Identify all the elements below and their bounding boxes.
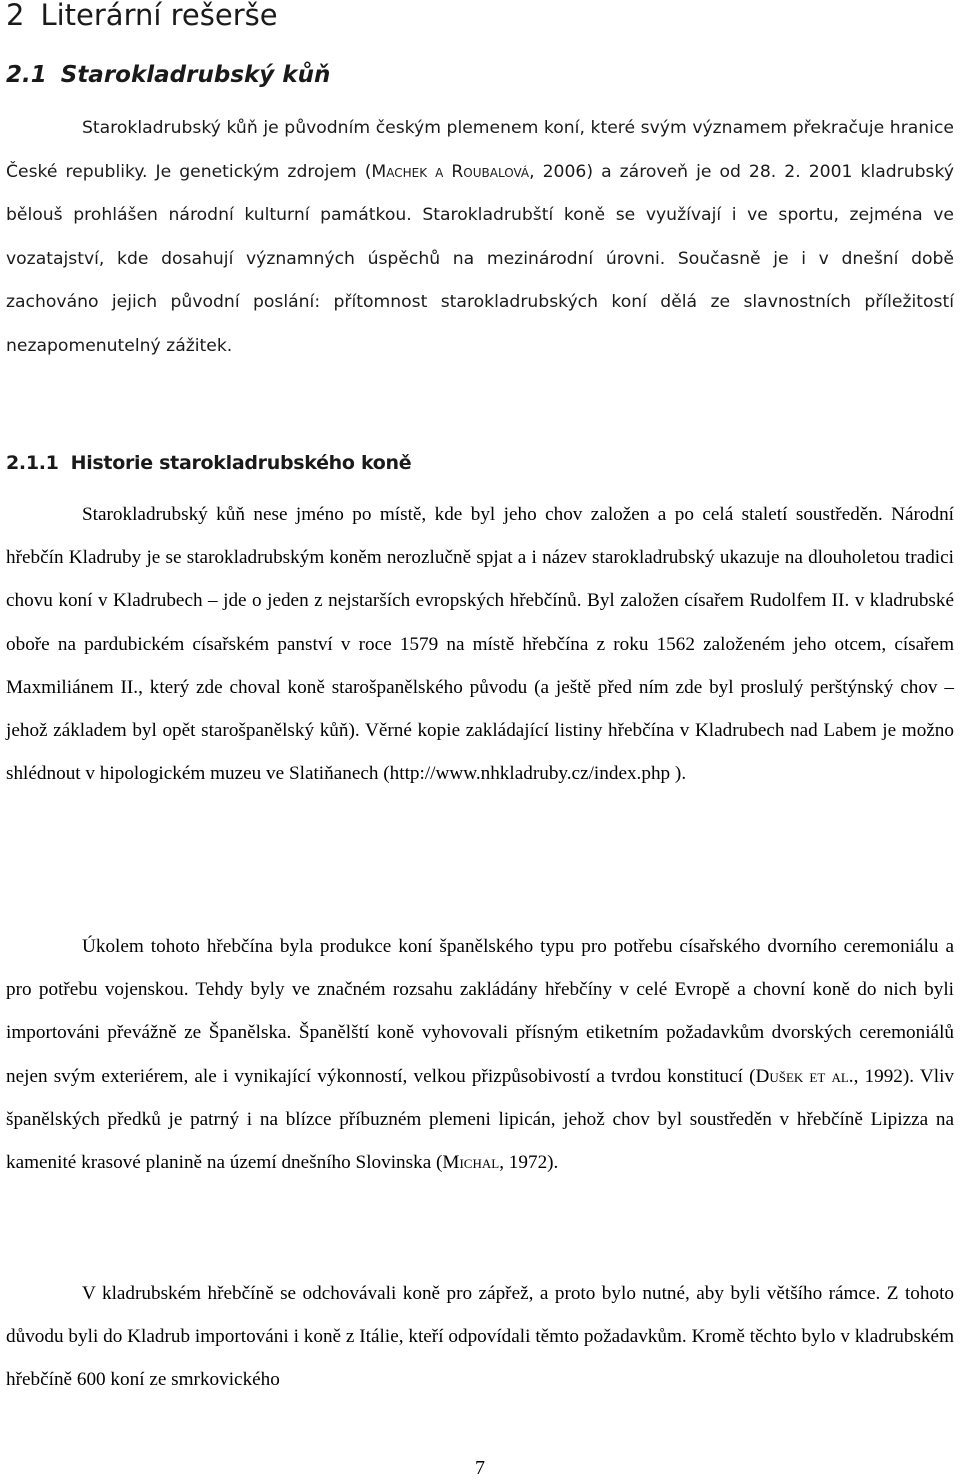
page-number: 7	[475, 1457, 485, 1479]
history-paragraph-2: Úkolem tohoto hřebčína byla produkce koní španělského typu pro potřebu císařského dvorního ceremoniálu a pro potřebu vojenskou. Tehdy byly ve značném rozsahu zakládány hřebčíny v celé Evropě a chovní koně do nich byli importováni převážně ze Španělska. Španělští koně vyhovovali přísným etiketním požadavkům dvorských ceremoniálů nejen svým exteriérem, ale i vynikající výkonností, velkou přizpůsobivostí a tvrdou konstitucí (Dušek et al., 1992). Vliv španělských předků je patrný i na blízce příbuzném plemeni lipicán, jehož chov byl soustředěn v hřebčíně Lipizza na kamenité krasové planině na území dnešního Slovinska (Michal, 1972).	[6, 936, 954, 1174]
section-intro-paragraph: Starokladrubský kůň je původním českým plemenem koní, které svým významem překračuje hranice České republiky. Je genetickým zdrojem (Machek a Roubalová, 2006) a zároveň je od 28. 2. 2001 kladrubský bělouš prohlášen národní kulturní památkou. Starokladrubští koně se využívají i ve sportu, zejména ve vozatajství, kde dosahují významných úspěchů na mezinárodní úrovni. Současně je i v dnešní době zachováno jejich původní poslání: přítomnost starokladrubských koní dělá ze slavnostních příležitostí nezapomenutelný zážitek.	[6, 118, 955, 356]
section-number: 2.1	[6, 62, 47, 88]
history-paragraph-3: V kladrubském hřebčíně se odchovávali koně pro zápřež, a proto bylo nutné, aby byli většího rámce. Z tohoto důvodu byli do Kladrub importováni i koně z Itálie, kteří odpovídali těmto požadavkům. Kromě těchto bylo v kladrubském hřebčíně 600 koní ze smrkovického	[6, 1283, 954, 1391]
subsection-number: 2.1.1	[6, 452, 59, 474]
section-heading	[6, 60, 330, 90]
chapter-heading	[6, 0, 278, 32]
chapter-title: Literární rešerše	[40, 0, 278, 32]
history-paragraph-1: Starokladrubský kůň nese jméno po místě, kde byl jeho chov založen a po celá staletí soustředěn. Národní hřebčín Kladruby je se starokladrubským koněm nerozlučně spjat a i název starokladrubský ukazuje na dlouholetou tradici chovu koní v Kladrubech – jde o jeden z nejstarších evropských hřebčínů. Byl založen císařem Rudolfem II. v kladrubské oboře na pardubickém císařském panství v roce 1579 na místě hřebčína z roku 1562 založeném jeho otcem, císařem Maxmiliánem II., který zde choval koně starošpanělského původu (a ještě před ním zde byl proslulý perštýnský chov – jehož základem byl opět starošpanělský kůň). Věrné kopie zakládající listiny hřebčína v Kladrubech nad Labem je možno shlédnout v hipologickém muzeu ve Slatiňanech (http://www.nhkladruby.cz/index.php ).	[6, 504, 954, 785]
citation-author: Michal	[442, 1152, 500, 1174]
section-title: Starokladrubský kůň	[60, 62, 331, 88]
citation-author: Dušek et al.	[755, 1065, 854, 1087]
citation-author: Machek a Roubalová	[371, 161, 530, 182]
subsection-heading	[6, 450, 411, 476]
chapter-number: 2	[6, 0, 25, 32]
subsection-title: Historie starokladrubského koně	[70, 452, 412, 474]
